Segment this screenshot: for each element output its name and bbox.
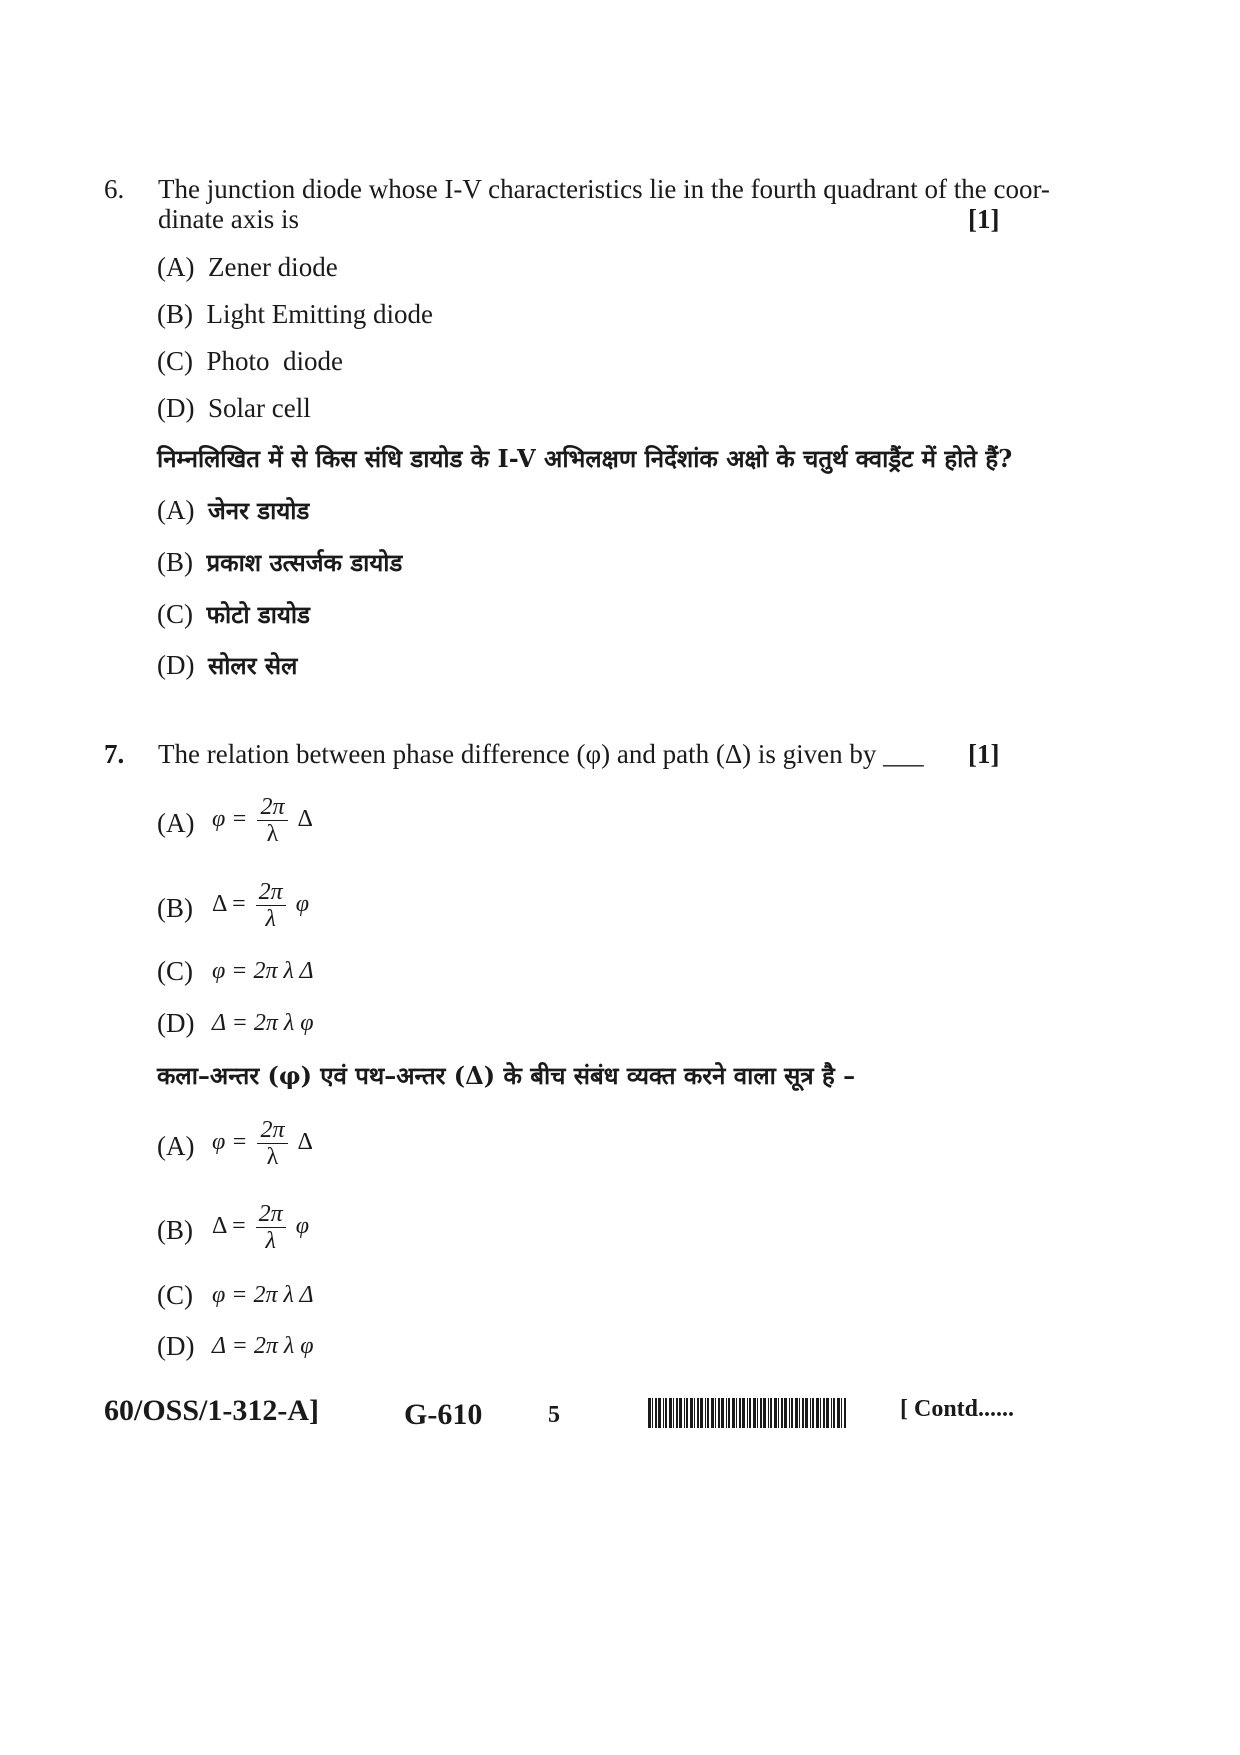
q7-option-b-label-en: (B)	[157, 893, 193, 923]
footer-page-number: 5	[548, 1402, 560, 1428]
q6-option-c-hi: (C) फोटो डायोड	[157, 599, 310, 629]
question-7-number: 7.	[104, 739, 125, 769]
q7-formula-b-hi: Δ = $\frac{2\pi}{\lambda}$ φ	[212, 1201, 309, 1254]
question-7-marks: [1]	[968, 739, 1000, 769]
q7-option-d-label-en: (D)	[157, 1008, 195, 1038]
footer-series: G-610	[404, 1398, 483, 1431]
q7-formula-c-hi: φ = 2π λ Δ	[212, 1282, 314, 1308]
q7-option-a-label-hi: (A)	[157, 1131, 195, 1161]
q7-formula-b-en: Δ = $\frac{2\pi}{\lambda}$ φ	[212, 879, 309, 932]
question-6-number: 6.	[104, 174, 125, 204]
q7-formula-a-en: φ = $\frac{2\pi}{\lambda}$ Δ	[212, 794, 313, 847]
q7-formula-a-hi: φ = $\frac{2\pi}{\lambda}$ Δ	[212, 1117, 313, 1170]
question-7-hindi: कला–अन्तर (φ) एवं पथ–अन्तर (Δ) के बीच संबंध व्यक्त करने वाला सूत्र है –	[157, 1061, 856, 1090]
footer-paper-code: 60/OSS/1-312-A]	[104, 1394, 320, 1427]
q7-option-a-label-en: (A)	[157, 808, 195, 838]
q6-option-a-hi: (A) जेनर डायोड	[157, 495, 310, 525]
q6-option-a-en: (A) Zener diode	[157, 252, 338, 282]
question-7-text: The relation between phase difference (φ) and path (Δ) is given by ___	[158, 739, 924, 769]
q7-option-c-label-hi: (C)	[157, 1280, 193, 1310]
footer-contd: [ Contd......	[900, 1396, 1015, 1422]
q7-option-c-label-en: (C)	[157, 956, 193, 986]
q6-option-d-hi: (D) सोलर सेल	[157, 650, 298, 680]
q6-option-c-en: (C) Photo diode	[157, 346, 344, 376]
barcode-image	[648, 1398, 848, 1430]
q7-formula-d-hi: Δ = 2π λ φ	[212, 1333, 314, 1359]
question-6-marks: [1]	[968, 204, 1000, 234]
q7-option-d-label-hi: (D)	[157, 1331, 195, 1361]
q7-formula-d-en: Δ = 2π λ φ	[212, 1010, 314, 1036]
q6-option-b-hi: (B) प्रकाश उत्सर्जक डायोड	[157, 547, 403, 577]
q7-option-b-label-hi: (B)	[157, 1215, 193, 1245]
question-6-hindi: निम्नलिखित में से किस संधि डायोड के I-V अभिलक्षण निर्देशांक अक्षो के चतुर्थ क्वाड्रैंट में होते हैं?	[157, 444, 1013, 473]
question-6-text-line1: The junction diode whose I-V characteristics lie in the fourth quadrant of the coor-	[158, 174, 1050, 204]
q7-formula-c-en: φ = 2π λ Δ	[212, 958, 314, 984]
q6-option-d-en: (D) Solar cell	[157, 393, 311, 423]
question-6-text-line2: dinate axis is	[158, 204, 299, 234]
q6-option-b-en: (B) Light Emitting diode	[157, 299, 433, 329]
